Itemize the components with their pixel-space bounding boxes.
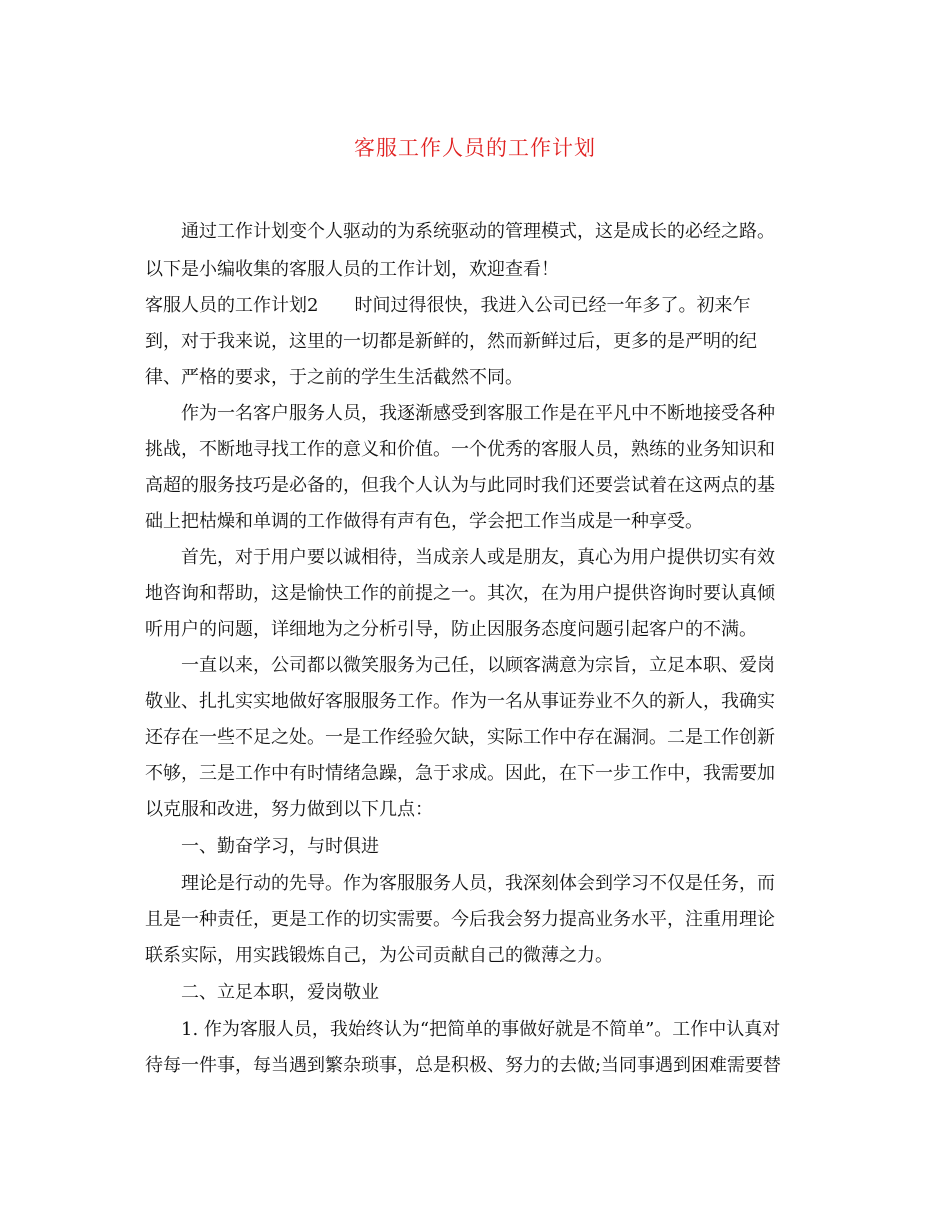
section-heading: 二、立足本职，爱岗敬业	[181, 982, 379, 1003]
document-title: 客服工作人员的工作计划	[354, 136, 596, 160]
text-line: 1. 作为客服人员，我始终认为“把简单的事做好就是不简单”。工作中认真对	[181, 1019, 781, 1040]
text-line: 挑战，不断地寻找工作的意义和价值。一个优秀的客服人员，熟练的业务知识和	[145, 439, 775, 460]
text-line: 首先，对于用户要以诚相待，当成亲人或是朋友，真心为用户提供切实有效	[181, 547, 775, 568]
text-line: 敬业、扎扎实实地做好客服服务工作。作为一名从事证券业不久的新人，我确实	[145, 691, 775, 712]
text-line: 一直以来，公司都以微笑服务为己任，以顾客满意为宗旨，立足本职、爱岗	[181, 655, 775, 676]
text-line: 作为一名客户服务人员，我逐渐感受到客服工作是在平凡中不断地接受各种	[181, 403, 775, 424]
text-line: 以下是小编收集的客服人员的工作计划，欢迎查看！	[145, 259, 559, 280]
section-heading: 一、勤奋学习，与时俱进	[181, 836, 379, 857]
text-line: 高超的服务技巧是必备的，但我个人认为与此同时我们还要尝试着在这两点的基	[145, 475, 775, 496]
text-line: 还存在一些不足之处。一是工作经验欠缺，实际工作中存在漏洞。二是工作创新	[145, 727, 775, 748]
text-line: 客服人员的工作计划2 时间过得很快，我进入公司已经一年多了。初来乍	[145, 295, 751, 316]
text-line: 律、严格的要求，于之前的学生生活截然不同。	[145, 367, 523, 388]
text-line: 到，对于我来说，这里的一切都是新鲜的，然而新鲜过后，更多的是严明的纪	[145, 331, 757, 352]
text-line: 不够，三是工作中有时情绪急躁，急于求成。因此，在下一步工作中，我需要加	[145, 763, 775, 784]
text-line: 以克服和改进，努力做到以下几点：	[145, 799, 433, 820]
text-line: 理论是行动的先导。作为客服服务人员，我深刻体会到学习不仅是任务，而	[181, 873, 775, 894]
text-line: 待每一件事，每当遇到繁杂琐事，总是积极、努力的去做;当同事遇到困难需要替	[145, 1055, 782, 1076]
text-line: 通过工作计划变个人驱动的为系统驱动的管理模式，这是成长的必经之路。	[181, 221, 775, 242]
text-line: 联系实际，用实践锻炼自己，为公司贡献自己的微薄之力。	[145, 945, 613, 966]
text-line: 听用户的问题，详细地为之分析引导，防止因服务态度问题引起客户的不满。	[145, 619, 757, 640]
text-line: 础上把枯燥和单调的工作做得有声有色，学会把工作当成是一种享受。	[145, 511, 703, 532]
text-line: 且是一种责任，更是工作的切实需要。今后我会努力提高业务水平，注重用理论	[145, 909, 775, 930]
text-line: 地咨询和帮助，这是愉快工作的前提之一。其次，在为用户提供咨询时要认真倾	[145, 583, 775, 604]
